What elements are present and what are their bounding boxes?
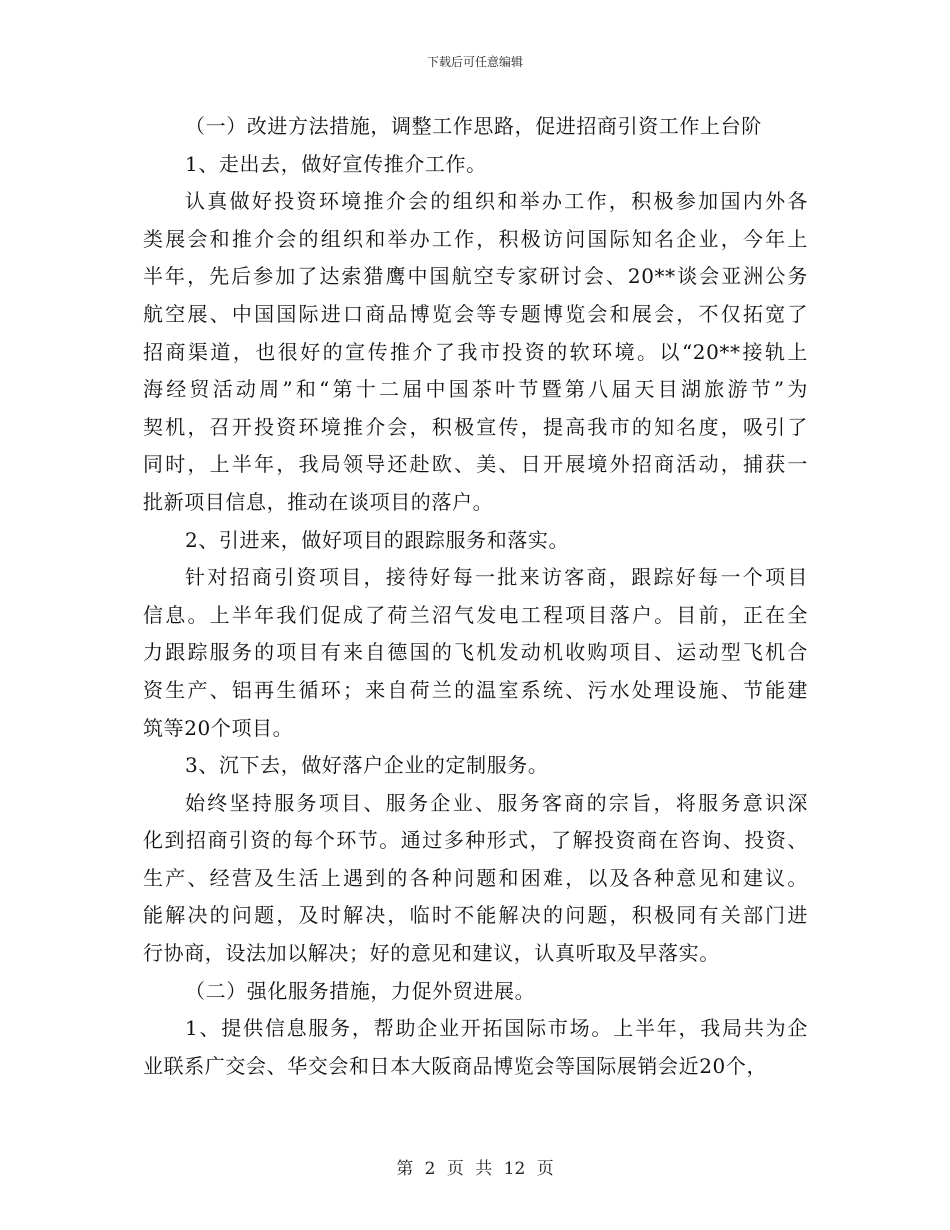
paragraph-line: 航空展、中国国际进口商品博览会等专题博览会和展会，不仅拓宽了 — [143, 301, 808, 326]
paragraph-line: 同时，上半年，我局领导还赴欧、美、日开展境外招商活动，捕获一 — [143, 452, 808, 477]
paragraph-line: 3、沉下去，做好落户企业的定制服务。 — [185, 753, 549, 778]
paragraph-line: 筑等20个项目。 — [143, 715, 294, 740]
paragraph-line: 类展会和推介会的组织和举办工作，积极访问国际知名企业，今年上 — [143, 226, 808, 251]
page-header-note: 下载后可任意编辑 — [426, 55, 523, 69]
paragraph-line: 招商渠道，也很好的宣传推介了我市投资的软环境。以“20**接轨上 — [143, 339, 808, 364]
paragraph-line: 海经贸活动周”和“第十二届中国茶叶节暨第八届天目湖旅游节”为 — [143, 377, 808, 402]
paragraph-line: 认真做好投资环境推介会的组织和举办工作，积极参加国内外各 — [185, 189, 808, 214]
paragraph-line: 力跟踪服务的项目有来自德国的飞机发动机收购项目、运动型飞机合 — [143, 640, 808, 665]
paragraph-line: 资生产、铝再生循环；来自荷兰的温室系统、污水处理设施、节能建 — [143, 677, 808, 702]
paragraph-line: 2、引进来，做好项目的跟踪服务和落实。 — [185, 527, 570, 552]
paragraph-line: 契机，召开投资环境推介会，积极宣传，提高我市的知名度，吸引了 — [143, 414, 808, 439]
paragraph-line: 1、走出去，做好宣传推介工作。 — [185, 151, 487, 176]
paragraph-line: 能解决的问题，及时解决，临时不能解决的问题，积极同有关部门进 — [143, 903, 808, 928]
paragraph-line: 生产、经营及生活上遇到的各种问题和困难，以及各种意见和建议。 — [143, 865, 808, 890]
paragraph-line: 化到招商引资的每个环节。通过多种形式，了解投资商在咨询、投资、 — [143, 828, 808, 853]
paragraph-line: 始终坚持服务项目、服务企业、服务客商的宗旨，将服务意识深 — [185, 790, 808, 815]
paragraph-line: 针对招商引资项目，接待好每一批来访客商，跟踪好每一个项目 — [185, 565, 808, 590]
paragraph-line: 半年，先后参加了达索猎鹰中国航空专家研讨会、20**谈会亚洲公务 — [143, 264, 808, 289]
document-body — [143, 108, 808, 1085]
paragraph-line: 信息。上半年我们促成了荷兰沼气发电工程项目落户。目前，正在全 — [143, 602, 808, 627]
paragraph-line: （二）强化服务措施，力促外贸进展。 — [185, 978, 536, 1003]
paragraph-line: 批新项目信息，推动在谈项目的落户。 — [143, 489, 494, 514]
page-number-footer: 第 2 页 共 12 页 — [396, 1159, 554, 1179]
paragraph-line: 行协商，设法加以解决；好的意见和建议，认真听取及早落实。 — [143, 941, 720, 966]
paragraph-line: 1、提供信息服务，帮助企业开拓国际市场。上半年，我局共为企 — [185, 1016, 808, 1041]
paragraph-line: 业联系广交会、华交会和日本大阪商品博览会等国际展销会近20个， — [143, 1053, 768, 1078]
paragraph-line: （一）改进方法措施，调整工作思路，促进招商引资工作上台阶 — [185, 114, 762, 138]
